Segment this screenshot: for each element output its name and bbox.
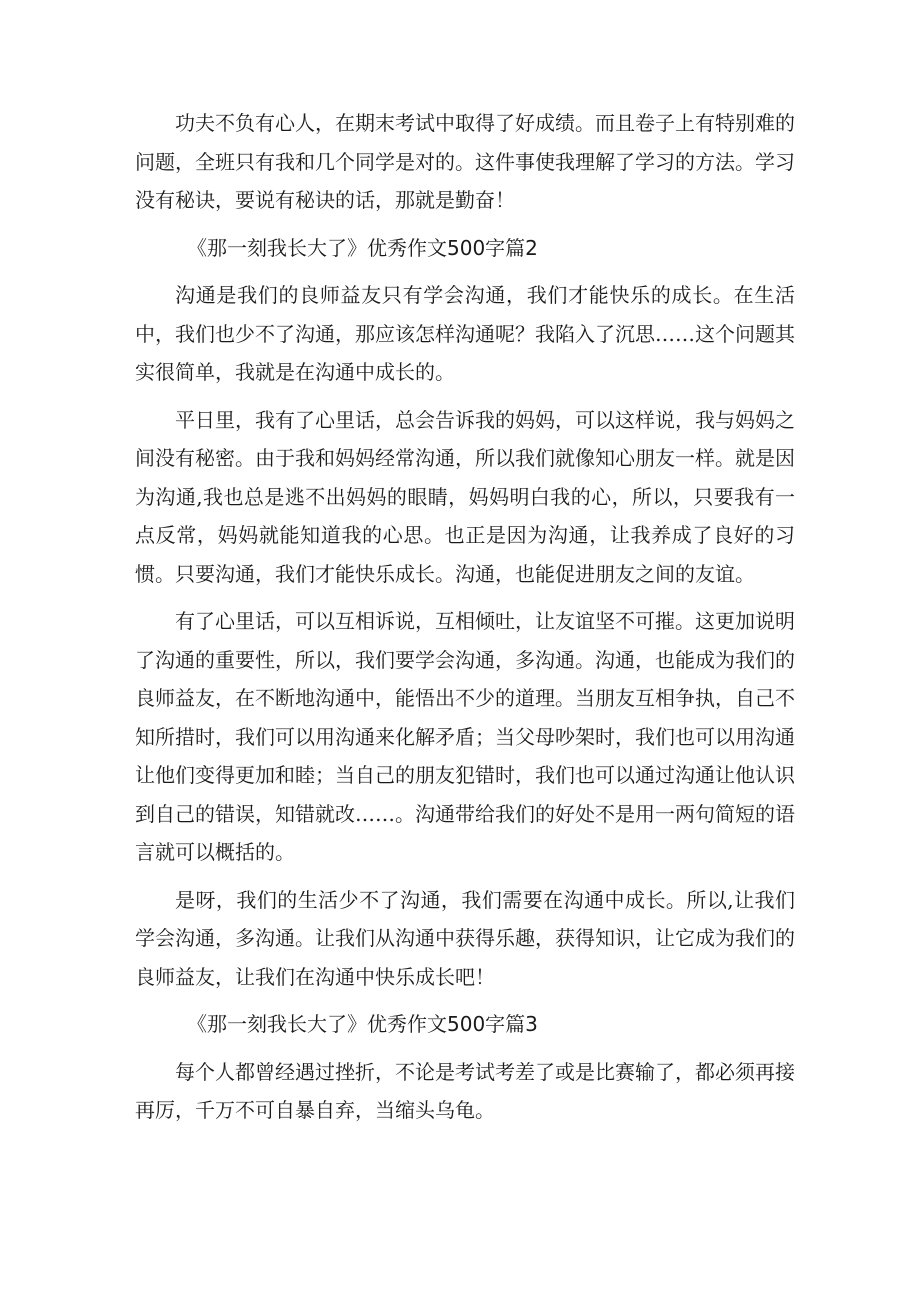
paragraph-setbacks: 每个人都曾经遇过挫折，不论是考试考差了或是比赛输了，都必须再接再厉，千万不可自暴自弃，当缩头乌龟。 [135,1059,795,1122]
essay-3-title: 《那一刻我长大了》优秀作文500字篇3 [187,1012,538,1036]
paragraph-communication-intro: 沟通是我们的良师益友只有学会沟通，我们才能快乐的成长。在生活中，我们也少不了沟通，那应该怎样沟通呢？我陷入了沉思……这个问题其实很简单，我就是在沟通中成长的。 [135,283,795,384]
document-body [135,104,795,1139]
paragraph-diligence: 功夫不负有心人，在期末考试中取得了好成绩。而且卷子上有特别难的问题，全班只有我和几个同学是对的。这件事使我理解了学习的方法。学习没有秘诀，要说有秘诀的话，那就是勤奋！ [135,111,795,212]
paragraph-mother: 平日里，我有了心里话，总会告诉我的妈妈，可以这样说，我与妈妈之间没有秘密。由于我和妈妈经常沟通，所以我们就像知心朋友一样。就是因为沟通,我也总是逃不出妈妈的眼睛，妈妈明白我的心，所以，只要我有一点反常，妈妈就能知道我的心思。也正是因为沟通，让我养成了良好的习惯。只要沟通，我们才能快乐成长。沟通，也能促进朋友之间的友谊。 [135,407,795,586]
paragraph-friendship: 有了心里话，可以互相诉说，互相倾吐，让友谊坚不可摧。这更加说明了沟通的重要性，所以，我们要学会沟通，多沟通。沟通，也能成为我们的良师益友，在不断地沟通中，能悟出不少的道理。当朋友互相争执，自己不知所措时，我们可以用沟通来化解矛盾；当父母吵架时，我们也可以用沟通让他们变得更加和睦；当自己的朋友犯错时，我们也可以通过沟通让他认识到自己的错误，知错就改……。沟通带给我们的好处不是用一两句简短的语言就可以概括的。 [135,609,795,864]
essay-2-title: 《那一刻我长大了》优秀作文500字篇2 [187,235,538,260]
paragraph-conclusion: 是呀，我们的生活少不了沟通，我们需要在沟通中成长。所以,让我们学会沟通，多沟通。让我们从沟通中获得乐趣，获得知识，让它成为我们的良师益友，让我们在沟通中快乐成长吧！ [135,887,795,989]
